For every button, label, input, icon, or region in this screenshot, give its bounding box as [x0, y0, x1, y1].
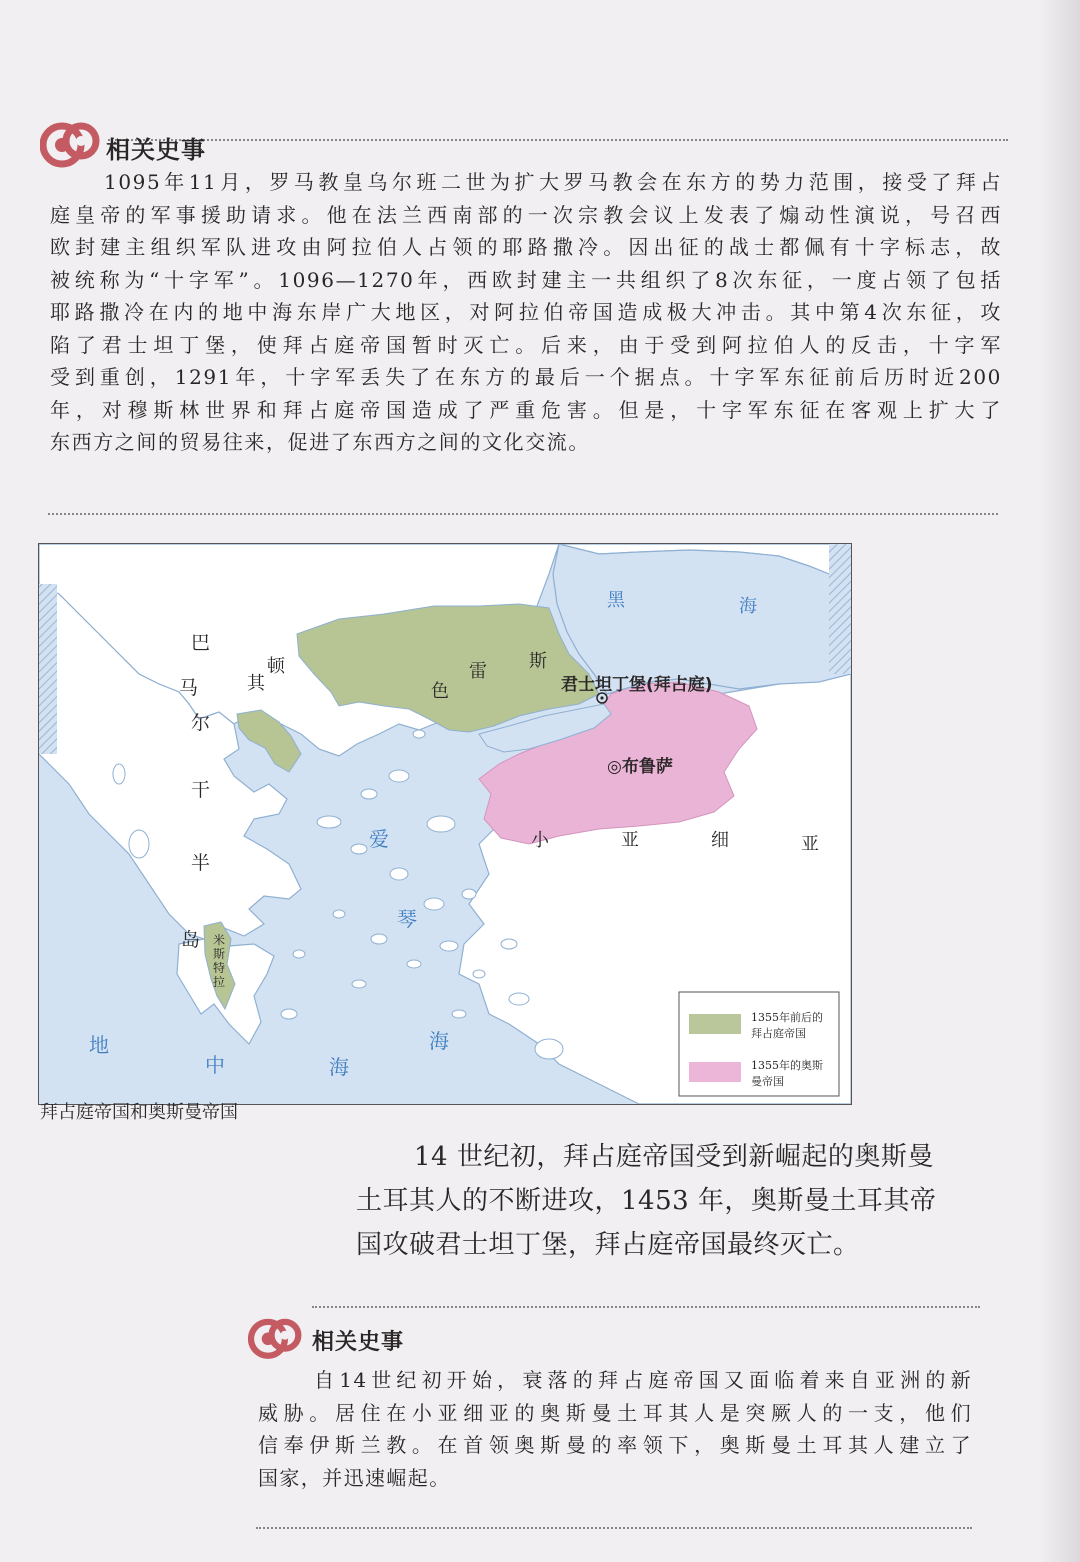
label-anatolia-char: 亚 — [801, 834, 819, 855]
label-thrace-char: 色 — [431, 681, 449, 702]
box1-line: 东西方之间的贸易往来，促进了东西方之间的文化交流。 — [50, 430, 590, 454]
label-balkan-char: 半 — [191, 852, 211, 874]
label-balkan-char: 巴 — [191, 632, 211, 654]
box1-header: 相关史事 — [106, 136, 206, 164]
box1-line: 欧封建主组织军队进攻由阿拉伯人占领的耶路撒冷。因出征的战士都佩有十字标志，故 — [50, 235, 1002, 259]
legend-swatch-byzantine — [689, 1014, 741, 1034]
box1-top-divider — [108, 139, 1008, 141]
label-anatolia-char: 细 — [711, 830, 729, 851]
legend-label-byzantine: 拜占庭帝国 — [751, 1027, 806, 1040]
label-med-char: 海 — [329, 1055, 349, 1079]
legend-label-ottoman: 曼帝国 — [751, 1075, 784, 1088]
box2-header: 相关史事 — [312, 1330, 405, 1355]
box1-line: 1095年11月，罗马教皇乌尔班二世为扩大罗马教会在东方的势力范围，接受了拜占 — [104, 170, 1002, 194]
label-mistra-char: 拉 — [213, 975, 226, 989]
label-anatolia-char: 亚 — [621, 830, 639, 851]
map-caption: 拜占庭帝国和奥斯曼帝国 — [40, 1102, 238, 1123]
label-aegean-char: 琴 — [397, 907, 417, 931]
box1-line: 耶路撒冷在内的地中海东岸广大地区，对阿拉伯帝国造成极大冲击。其中第4次东征，攻 — [50, 300, 1002, 324]
box2-line: 信奉伊斯兰教。在首领奥斯曼的率领下，奥斯曼土耳其人建立了 — [258, 1433, 972, 1457]
box2-text — [258, 1364, 972, 1494]
byzantine-ottoman-map — [39, 544, 851, 1104]
label-thrace-char: 雷 — [469, 661, 487, 682]
label-macedonia-char: 顿 — [267, 656, 285, 677]
body-line: 国攻破君士坦丁堡，拜占庭帝国最终灭亡。 — [356, 1230, 860, 1260]
label-mistra-char: 斯 — [213, 947, 226, 961]
legend-label-ottoman: 1355年的奥斯 — [751, 1059, 823, 1072]
label-thrace-char: 斯 — [529, 651, 547, 672]
body-line: 土耳其人的不断进攻，1453 年，奥斯曼土耳其帝 — [356, 1186, 937, 1216]
label-aegean-char: 海 — [429, 1029, 449, 1053]
label-black-sea-char: 黑 — [607, 590, 625, 611]
map-edge-hatch — [829, 544, 851, 674]
label-med-char: 中 — [205, 1053, 225, 1077]
page-edge-shadow — [1040, 0, 1080, 1562]
label-balkan-char: 马 — [179, 677, 199, 699]
label-med-char: 地 — [89, 1033, 109, 1057]
label-mistra-char: 米 — [213, 933, 226, 947]
legend-label-byzantine: 1355年前后的 — [751, 1011, 823, 1024]
legend-swatch-ottoman — [689, 1062, 741, 1082]
body-line: 14 世纪初，拜占庭帝国受到新崛起的奥斯曼 — [414, 1142, 934, 1172]
label-balkan-char: 岛 — [181, 929, 201, 951]
box2-line: 自14世纪初开始，衰落的拜占庭帝国又面临着来自亚洲的新 — [314, 1368, 972, 1392]
box2-top-divider — [312, 1306, 980, 1308]
box1-line: 陷了君士坦丁堡，使拜占庭帝国暂时灭亡。后来，由于受到阿拉伯人的反击，十字军 — [50, 332, 1002, 357]
body-paragraph — [356, 1135, 980, 1267]
box1-line: 庭皇帝的军事援助请求。他在法兰西南部的一次宗教会议上发表了煽动性演说，号召西 — [50, 202, 1002, 227]
box2-line: 威胁。居住在小亚细亚的奥斯曼土耳其人是突厥人的一支，他们 — [258, 1400, 972, 1425]
label-mistra-char: 特 — [213, 961, 226, 975]
label-black-sea-char: 海 — [739, 596, 757, 617]
history-swirl-icon — [40, 115, 102, 171]
map-edge-hatch — [39, 584, 57, 754]
box2-line: 国家，并迅速崛起。 — [258, 1465, 451, 1490]
label-constantinople: 君士坦丁堡(拜占庭) — [561, 675, 713, 695]
black-sea — [553, 544, 851, 694]
box1-line: 被统称为“十字军”。1096—1270年，西欧封建主一共组织了8次东征，一度占领了包括 — [50, 267, 1002, 292]
label-macedonia-char: 其 — [247, 673, 265, 694]
label-balkan-char: 尔 — [191, 712, 211, 734]
box1-line: 年，对穆斯林世界和拜占庭帝国造成了严重危害。但是，十字军东征在客观上扩大了 — [50, 397, 1002, 422]
box1-text — [50, 166, 1002, 459]
label-balkan-char: 干 — [191, 779, 211, 801]
label-anatolia-char: 小 — [531, 830, 549, 851]
city-marker-constantinople — [600, 696, 603, 699]
map-frame — [38, 543, 852, 1105]
box2-bottom-divider — [256, 1527, 972, 1529]
box1-bottom-divider — [48, 513, 998, 515]
box1-line: 受到重创，1291年，十字军丢失了在东方的最后一个据点。十字军东征前后历时近200 — [50, 365, 1002, 389]
history-swirl-icon — [248, 1312, 304, 1362]
label-bursa: ◎布鲁萨 — [607, 757, 673, 777]
label-aegean-char: 爱 — [369, 827, 389, 851]
